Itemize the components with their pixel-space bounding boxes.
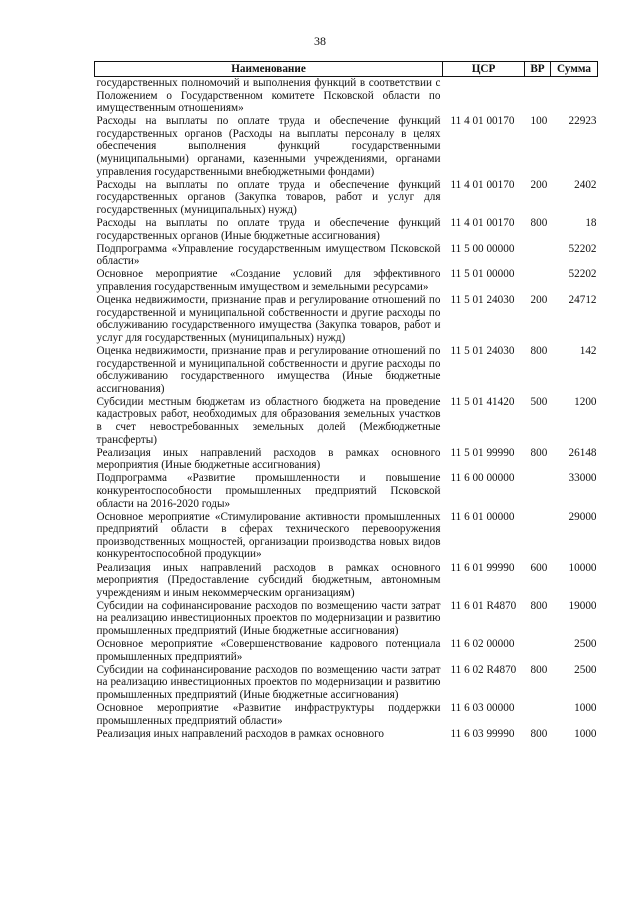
cell-csr: 11 6 01 99990 — [450, 561, 515, 574]
cell-vr — [525, 243, 551, 269]
table-row — [95, 179, 598, 217]
cell-sum: 22923 — [568, 115, 597, 128]
cell-sum: 29000 — [568, 510, 597, 523]
cell-csr: 11 6 01 R4870 — [450, 599, 517, 612]
cell-name: Реализация иных направлений расходов в рамках основного — [96, 727, 384, 740]
cell-vr: 800 — [530, 217, 548, 230]
cell-vr: 200 — [530, 294, 548, 307]
cell-sum: 26148 — [568, 446, 597, 459]
cell-vr: 800 — [530, 727, 548, 740]
cell-name: Основное мероприятие «Совершенствование кадрового потенциала промышленных предприятий» — [96, 638, 441, 663]
cell-name: Субсидии на софинансирование расходов по возмещению части затрат на реализацию инвестиционных проектов по модернизации и развитию промышленных предприятий (Иные бюджетные ассигнования) — [96, 599, 441, 638]
cell-csr: 11 5 00 00000 — [450, 242, 515, 255]
table-row — [95, 396, 598, 447]
table-row — [95, 562, 598, 600]
cell-name: Основное мероприятие «Развитие инфраструктуры поддержки промышленных предприятий области» — [96, 702, 441, 727]
cell-name: Подпрограмма «Управление государственным имуществом Псковской области» — [96, 242, 441, 268]
header-sum: Сумма — [551, 62, 598, 77]
cell-sum: 52202 — [568, 268, 597, 281]
cell-vr: 100 — [530, 115, 548, 128]
cell-name: Реализация иных направлений расходов в рамках основного мероприятия (Предоставление субсидий бюджетным, автономным учреждениям и иным некоммерческим организациям) — [96, 561, 441, 599]
cell-csr: 11 6 00 00000 — [450, 472, 515, 485]
cell-vr — [525, 638, 551, 664]
cell-csr: 11 5 01 41420 — [450, 395, 515, 408]
cell-sum: 19000 — [568, 599, 597, 612]
cell-csr: 11 4 01 00170 — [450, 115, 515, 128]
cell-name: Расходы на выплаты по оплате труда и обеспечение функций государственных органов (Расходы на выплаты персоналу в целях обеспечения выполнения функций государственными (муниципальными) органами, казенными учреждениями, органами управления государственными внебюджетными фондами) — [96, 115, 441, 178]
table-row — [95, 472, 598, 510]
table-row — [95, 600, 598, 638]
cell-name: Расходы на выплаты по оплате труда и обеспечение функций государственных органов (Закупка товаров, работ и услуг для государственных (муниципальных) нужд) — [96, 178, 441, 216]
cell-vr: 800 — [530, 663, 548, 676]
header-csr: ЦСР — [443, 62, 525, 77]
cell-name: Основное мероприятие «Создание условий для эффективного управления государственным имуществом и земельными ресурсами» — [96, 268, 441, 293]
cell-sum: 52202 — [568, 242, 597, 255]
cell-name: Основное мероприятие «Стимулирование активности промышленных предприятий области в сферах технического перевооружения производственных мощностей, организации производства новых видов конкурентоспособной продукции» — [96, 510, 441, 561]
table-body — [95, 77, 598, 741]
table-row — [95, 217, 598, 243]
cell-vr — [525, 702, 551, 728]
table-row — [95, 728, 598, 741]
table-row — [95, 511, 598, 562]
table-row — [95, 447, 598, 473]
cell-sum: 142 — [579, 344, 597, 357]
cell-sum: 2402 — [574, 178, 597, 191]
cell-sum: 18 — [585, 217, 597, 230]
cell-csr: 11 6 02 R4870 — [450, 663, 517, 676]
cell-sum: 24712 — [568, 294, 597, 307]
cell-vr: 600 — [530, 561, 548, 574]
cell-csr: 11 4 01 00170 — [450, 178, 515, 191]
cell-sum: 1000 — [574, 702, 597, 715]
cell-name: Оценка недвижимости, признание прав и регулирование отношений по государственной и муниципальной собственности и другие расходы по обслуживанию государственного имущества (Закупка товаров, работ и услуг для государственных (муниципальных) нужд) — [96, 294, 441, 344]
cell-name: государственных полномочий и выполнения функций в соответствии с Положением о Государственном комитете Псковской области по имущественным отношениям» — [96, 77, 441, 115]
cell-vr — [525, 77, 551, 116]
cell-vr: 800 — [530, 446, 548, 459]
cell-vr: 800 — [530, 599, 548, 612]
cell-sum: 2500 — [574, 638, 597, 651]
cell-sum: 33000 — [568, 472, 597, 485]
cell-name: Расходы на выплаты по оплате труда и обеспечение функций государственных органов (Иные бюджетные ассигнования) — [96, 217, 441, 242]
cell-sum: 1200 — [574, 395, 597, 408]
cell-csr: 11 6 03 00000 — [450, 702, 515, 715]
cell-csr — [443, 77, 525, 116]
cell-name: Реализация иных направлений расходов в рамках основного мероприятия (Иные бюджетные ассигнования) — [96, 446, 441, 472]
table-row — [95, 294, 598, 345]
header-vr: ВР — [525, 62, 551, 77]
table-row — [95, 77, 598, 116]
table-row — [95, 345, 598, 396]
page-number: 38 — [314, 34, 326, 48]
table-row — [95, 664, 598, 702]
cell-vr: 800 — [530, 344, 548, 357]
cell-csr: 11 6 02 00000 — [450, 638, 515, 651]
cell-sum — [551, 77, 598, 116]
cell-name: Субсидии на софинансирование расходов по возмещению части затрат на реализацию инвестиционных проектов по модернизации и развитию промышленных предприятий (Иные бюджетные ассигнования) — [96, 663, 441, 701]
header-name: Наименование — [95, 62, 443, 77]
cell-csr: 11 5 01 24030 — [450, 344, 515, 357]
cell-vr: 500 — [530, 395, 548, 408]
cell-name: Подпрограмма «Развитие промышленности и повышение конкурентоспособности промышленных предприятий Псковской области на 2016-2020 годы» — [96, 472, 441, 510]
cell-csr: 11 5 01 00000 — [450, 268, 515, 281]
cell-csr: 11 5 01 24030 — [450, 294, 515, 307]
cell-vr — [525, 268, 551, 294]
table-header-row — [95, 62, 598, 77]
cell-vr — [525, 472, 551, 510]
cell-csr: 11 5 01 99990 — [450, 446, 515, 459]
cell-sum: 2500 — [574, 663, 597, 676]
cell-vr: 200 — [530, 178, 548, 191]
cell-vr — [525, 511, 551, 562]
budget-table — [94, 61, 598, 741]
cell-csr: 11 4 01 00170 — [450, 217, 515, 230]
table-row — [95, 268, 598, 294]
cell-csr: 11 6 01 00000 — [450, 510, 515, 523]
table-row — [95, 115, 598, 178]
cell-name: Оценка недвижимости, признание прав и регулирование отношений по государственной и муниципальной собственности и другие расходы по обслуживанию государственного имущества (Иные бюджетные ассигнования) — [96, 344, 441, 395]
cell-name: Субсидии местным бюджетам из областного бюджета на проведение кадастровых работ, необходимых для образования земельных участков в счет невостребованных земельных долей (Межбюджетные трансферты) — [96, 395, 441, 446]
table-row — [95, 702, 598, 728]
cell-sum: 10000 — [568, 561, 597, 574]
cell-sum: 1000 — [574, 727, 597, 740]
table-row — [95, 638, 598, 664]
cell-csr: 11 6 03 99990 — [450, 727, 515, 740]
table-row — [95, 243, 598, 269]
